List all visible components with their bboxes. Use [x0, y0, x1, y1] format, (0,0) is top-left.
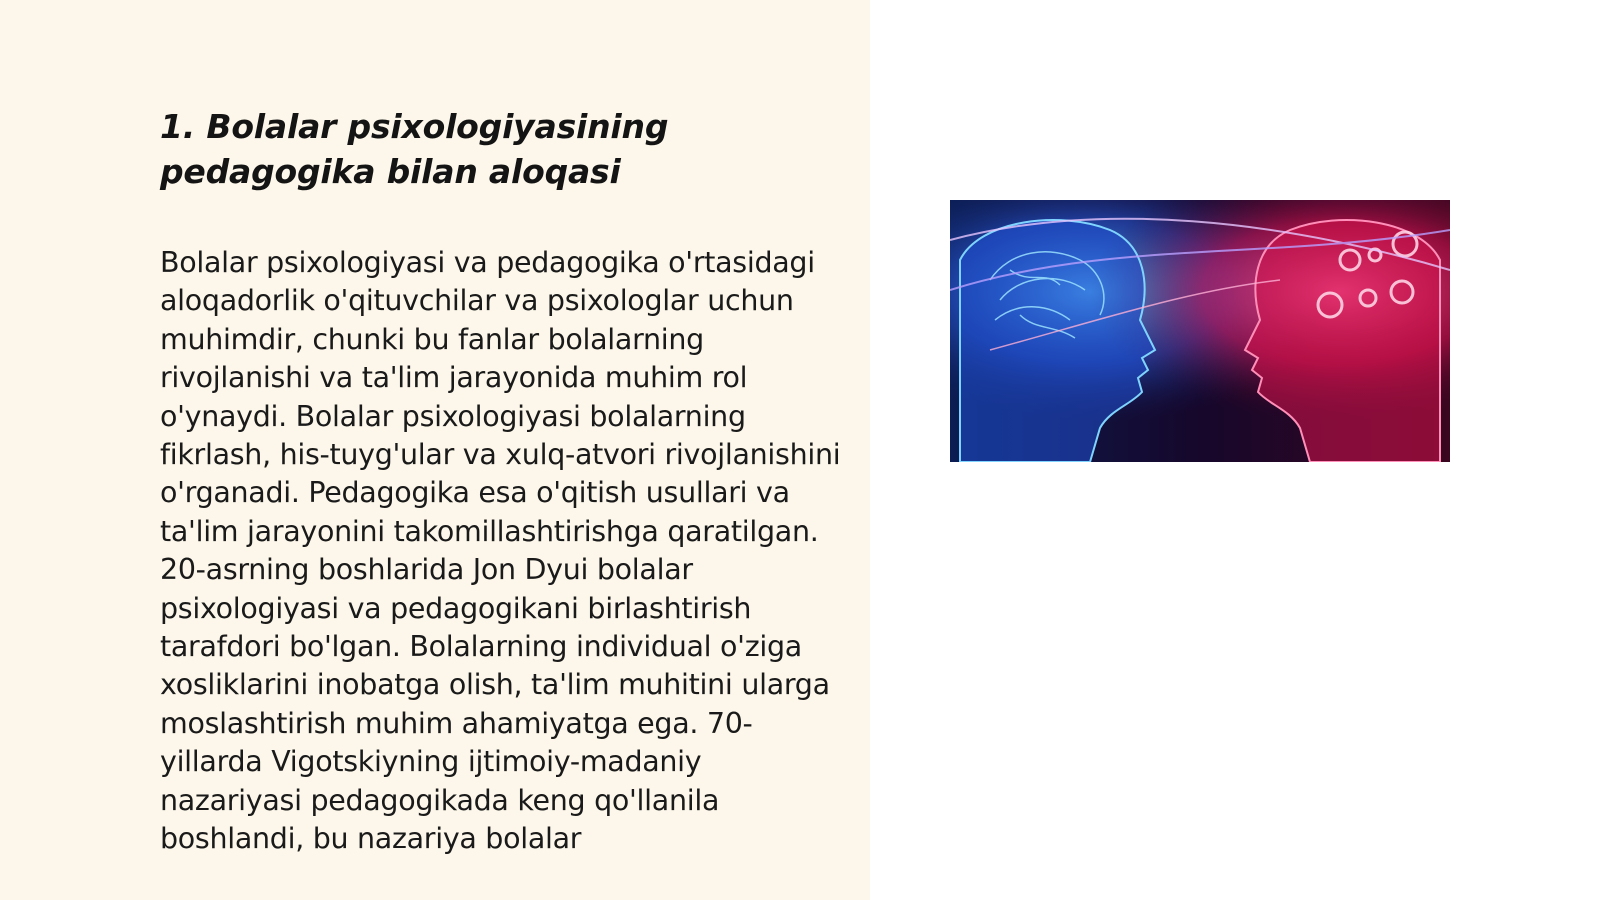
- brain-heads-image: [950, 200, 1450, 462]
- content-block: [160, 104, 850, 859]
- slide-body-text: Bolalar psixologiyasi va pedagogika o'rtasidagi aloqadorlik o'qituvchilar va psixologlar uchun muhimdir, chunki bu fanlar bolalarning rivojlanishi va ta'lim jarayonida muhim rol o'ynaydi. Bolalar psixologiyasi bolalarning fikrlash, his-tuyg'ular va xulq-atvori rivojlanishini o'rganadi. Pedagogika esa o'qitish usullari va ta'lim jarayonini takomillashtirishga qaratilgan. 20-asrning boshlarida Jon Dyui bolalar psixologiyasi va pedagogikani birlashtirish tarafdori bo'lgan. Bolalarning individual o'ziga xosliklarini inobatga olish, ta'lim muhitini ularga moslashtirish muhim ahamiyatga ega. 70-yillarda Vigotskiyning ijtimoiy-madaniy nazariyasi pedagogikada keng qo'llanila boshlandi, bu nazariya bolalar: [160, 246, 841, 856]
- two-heads-brain-icon: [950, 200, 1450, 462]
- slide-title: 1. Bolalar psixologiyasining pedagogika bilan aloqasi: [160, 107, 669, 191]
